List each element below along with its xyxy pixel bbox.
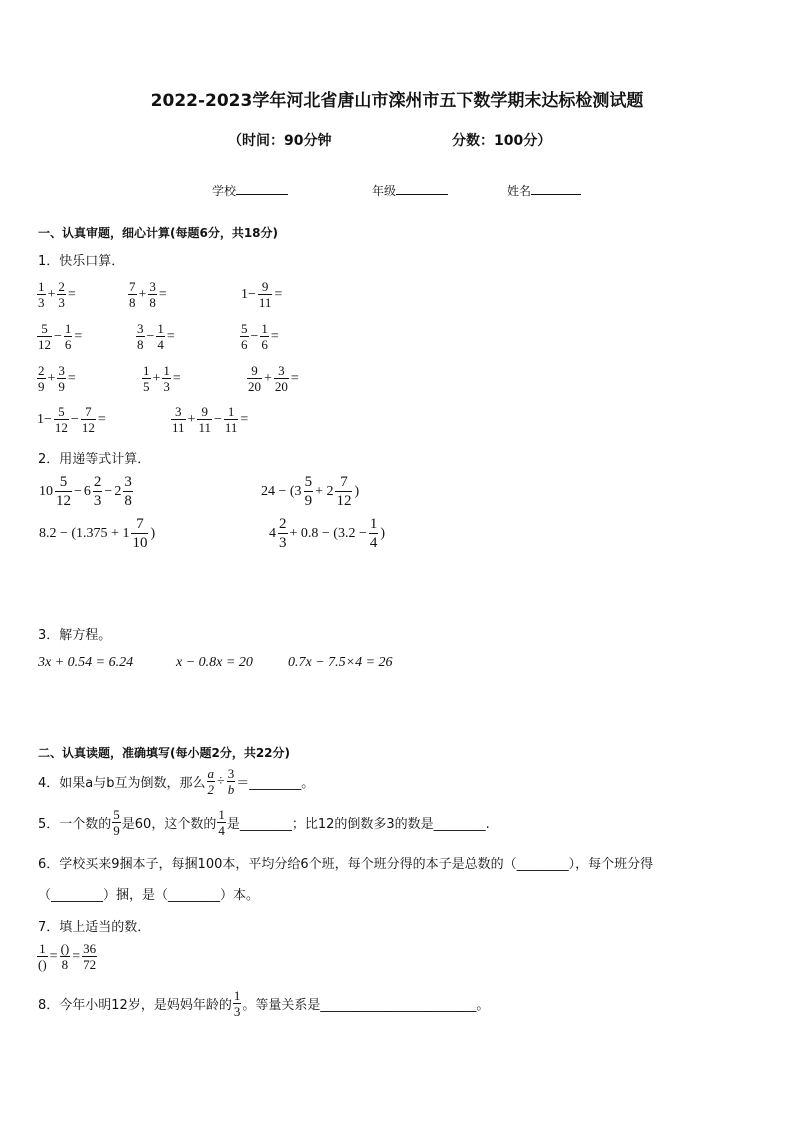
fraction: $\frac{5}{9}$ — [113, 807, 120, 838]
time-label: （时间：90分钟 — [228, 133, 332, 149]
q4-text: 4．如果a与b互为倒数，那么 — [38, 776, 206, 791]
grade-label: 年级 — [372, 184, 397, 198]
fraction: $\frac{36}{72}$ — [83, 941, 97, 972]
q1-expr-3: 1− $\frac{9}{11}$ = — [241, 279, 283, 310]
fraction: $\frac{1}{3}$ — [38, 279, 45, 310]
q6-line-2[interactable]: （________）捆，是（________）本。 — [38, 888, 260, 903]
q8: 8．今年小明12岁，是妈妈年龄的 $\frac{1}{3}$ 。等量关系是________________________。 — [38, 988, 490, 1019]
q1-expr-1: $\frac{1}{3}$ + $\frac{2}{3}$ = — [38, 279, 76, 310]
q1-label: 1．快乐口算． — [38, 254, 125, 269]
q2-label: 2．用递等式计算． — [38, 452, 151, 467]
q3-equation-1: 3x + 0.54 = 6.24 — [38, 655, 134, 670]
name-label: 姓名 — [507, 184, 532, 198]
q4: 4．如果a与b互为倒数，那么 $\frac{a}{2}$ ÷ $\frac{3}{b}$ ＝________。 — [38, 766, 315, 797]
fraction: $\frac{2}{3}$ — [58, 279, 65, 310]
school-field — [212, 181, 288, 199]
school-blank[interactable] — [236, 181, 288, 195]
q8-answer-blank[interactable]: 。等量关系是________________________。 — [242, 998, 490, 1013]
page-title: 2022-2023学年河北省唐山市滦州市五下数学期末达标检测试题 — [150, 91, 644, 111]
q2-expr-2: 24 − (3 $\frac{5}{9}$ + 2 $\frac{7}{12}$ ) — [261, 474, 360, 509]
q3-label: 3．解方程。 — [38, 628, 112, 643]
q5: 5．一个数的 $\frac{5}{9}$ 是60，这个数的 $\frac{1}{4}$ 是________；比12的倒数多3的数是________. — [38, 807, 490, 838]
q1-expr-9: $\frac{9}{20}$ + $\frac{3}{20}$ = — [248, 363, 299, 394]
q7-expr[interactable]: $\frac{1}{()}$ = $\frac{()}{8}$ = $\frac{36}{72}$ — [38, 941, 97, 972]
fraction: $\frac{1}{3}$ — [233, 988, 241, 1019]
q3-equation-3: 0.7x − 7.5×4 = 26 — [288, 655, 393, 670]
fraction: $\frac{1}{()}$ — [38, 941, 47, 972]
name-blank[interactable] — [531, 181, 581, 195]
score-label: 分数：100分） — [452, 133, 552, 149]
q2-expr-1: 10 $\frac{5}{12}$ − 6 $\frac{2}{3}$ − 2 $\frac{3}{8}$ — [39, 474, 132, 509]
q1-expr-2: $\frac{7}{8}$ + $\frac{3}{8}$ = — [129, 279, 167, 310]
q2-expr-4: 4 $\frac{2}{3}$ + 0.8 − (3.2 − $\frac{1}{4}$ ) — [269, 516, 386, 551]
q2-expr-3: 8.2 − (1.375 + 1 $\frac{7}{10}$ ) — [39, 516, 156, 551]
q1-expr-8: $\frac{1}{5}$ + $\frac{1}{3}$ = — [143, 363, 181, 394]
q1-expr-5: $\frac{3}{8}$ − $\frac{1}{4}$ = — [137, 321, 175, 352]
school-label: 学校 — [212, 184, 237, 198]
grade-field — [372, 181, 448, 199]
fraction: $\frac{()}{8}$ — [60, 941, 70, 972]
q1-expr-11: $\frac{3}{11}$ + $\frac{9}{11}$ − $\frac{1}{11}$ = — [172, 404, 249, 435]
q1-expr-10: 1− $\frac{5}{12}$ − $\frac{7}{12}$ = — [37, 404, 106, 435]
q7-label: 7．填上适当的数． — [38, 920, 151, 935]
q1-expr-7: $\frac{2}{9}$ + $\frac{3}{9}$ = — [38, 363, 76, 394]
section-2-heading: 二、认真读题，准确填写(每小题2分，共22分) — [38, 746, 291, 760]
section-1-heading: 一、认真审题，细心计算(每题6分，共18分) — [38, 226, 279, 240]
fraction: $\frac{3}{b}$ — [227, 766, 235, 797]
q4-answer-blank[interactable]: ＝________。 — [236, 776, 315, 791]
fraction: $\frac{1}{4}$ — [218, 807, 225, 838]
name-field — [507, 181, 581, 199]
q5-answer-blanks[interactable]: 是________；比12的倒数多3的数是________. — [226, 817, 490, 832]
q1-expr-6: $\frac{5}{6}$ − $\frac{1}{6}$ = — [241, 321, 279, 352]
fraction: $\frac{a}{2}$ — [207, 766, 214, 797]
q6-line-1[interactable]: 6．学校买来9捆本子，每捆100本，平均分给6个班，每个班分得的本子是总数的（________），每个班分得 — [38, 857, 654, 872]
q1-expr-4: $\frac{5}{12}$ − $\frac{1}{6}$ = — [38, 321, 83, 352]
q3-equation-2: x − 0.8x = 20 — [176, 655, 253, 670]
grade-blank[interactable] — [396, 181, 448, 195]
